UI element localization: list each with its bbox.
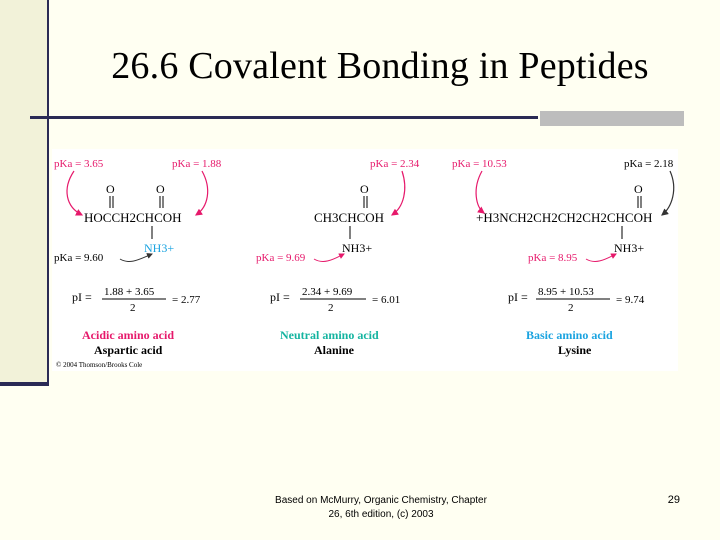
alanine-pi-symbol: pI = (270, 290, 290, 304)
lysine-pi-numerator: 8.95 + 10.53 (538, 286, 594, 298)
lysine-nh3: NH3+ (614, 241, 645, 255)
lysine-pi-denominator: 2 (568, 302, 574, 314)
aspartic-arrow-2 (196, 171, 208, 215)
lysine-oxygen: O (634, 182, 643, 196)
left-accent-bar-base (0, 382, 49, 386)
alanine-formula: CH3CHCOH (314, 210, 385, 225)
title-rule (30, 116, 538, 119)
aspartic-pka1-label: pKa = 3.65 (54, 158, 104, 170)
aspartic-pi-denominator: 2 (130, 302, 136, 314)
alanine-pi-denominator: 2 (328, 302, 334, 314)
alanine-nh3: NH3+ (342, 241, 373, 255)
aspartic-category: Acidic amino acid (82, 328, 174, 342)
pka-diagram (52, 149, 678, 371)
figure-copyright: © 2004 Thomson/Brooks Cole (56, 361, 143, 369)
aspartic-acid-panel (54, 158, 222, 357)
left-accent-bar (0, 0, 49, 385)
aspartic-pi-numerator: 1.88 + 3.65 (104, 286, 155, 298)
alanine-name: Alanine (314, 343, 355, 357)
lysine-panel (452, 158, 674, 357)
aspartic-formula: HOCCH2CHCOH (84, 210, 182, 225)
lysine-arrow-1 (476, 171, 484, 213)
alanine-pka1-label: pKa = 2.34 (370, 158, 420, 170)
aspartic-pi-value: = 2.77 (172, 294, 201, 306)
aspartic-name: Aspartic acid (94, 343, 163, 357)
lysine-name: Lysine (558, 343, 592, 357)
footer-line-1: Based on McMurry, Organic Chemistry, Chapter (275, 495, 487, 506)
alanine-pi-numerator: 2.34 + 9.69 (302, 286, 353, 298)
lysine-category: Basic amino acid (526, 328, 613, 342)
alanine-oxygen: O (360, 182, 369, 196)
alanine-arrow-1 (392, 171, 405, 215)
aspartic-pka2-label: pKa = 1.88 (172, 158, 222, 170)
title-rule-accent (540, 111, 684, 126)
lysine-arrow-2 (662, 171, 674, 215)
alanine-arrow-2 (314, 254, 344, 262)
lysine-pka2-label: pKa = 2.18 (624, 158, 674, 170)
aspartic-arrow-1 (67, 171, 82, 215)
lysine-arrow-3 (586, 254, 616, 262)
aspartic-oxygen-2: O (156, 182, 165, 196)
aspartic-arrow-3 (120, 254, 152, 262)
aspartic-nh3: NH3+ (144, 241, 175, 255)
lysine-pka3-label: pKa = 8.95 (528, 252, 578, 264)
aspartic-pka3-label: pKa = 9.60 (54, 252, 104, 264)
alanine-panel (256, 158, 420, 357)
alanine-pka2-label: pKa = 9.69 (256, 252, 306, 264)
slide-number: 29 (667, 494, 680, 506)
aspartic-pi-symbol: pI = (72, 290, 92, 304)
footer-line-2: 26, 6th edition, (c) 2003 (328, 509, 434, 520)
lysine-formula: +H3NCH2CH2CH2CH2CHCOH (476, 210, 653, 225)
lysine-pka1-label: pKa = 10.53 (452, 158, 507, 170)
amino-acid-figure (52, 149, 678, 371)
slide-title: 26.6 Covalent Bonding in Peptides (111, 45, 649, 87)
lysine-pi-symbol: pI = (508, 290, 528, 304)
alanine-pi-value: = 6.01 (372, 294, 401, 306)
lysine-pi-value: = 9.74 (616, 294, 645, 306)
aspartic-oxygen-1: O (106, 182, 115, 196)
slide-footer (250, 494, 512, 522)
alanine-category: Neutral amino acid (280, 328, 379, 342)
